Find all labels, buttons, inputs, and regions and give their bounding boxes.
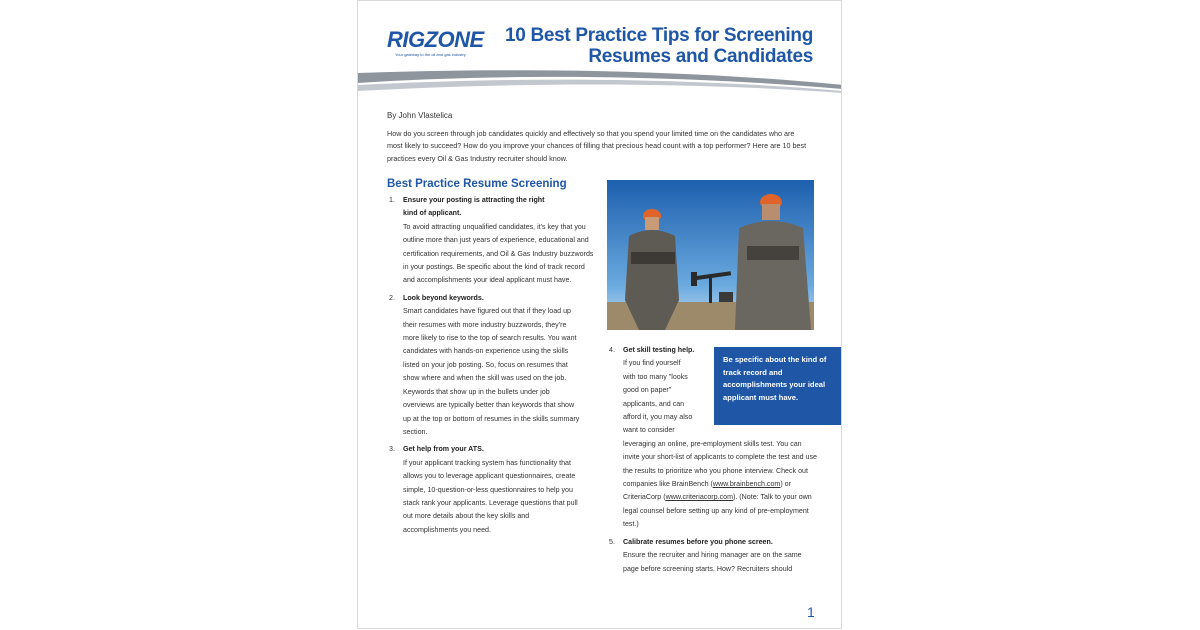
- item-number: 2.: [389, 293, 395, 302]
- item-text: [623, 357, 817, 531]
- item-number: 4.: [609, 346, 615, 354]
- item-text-part: ). (Note: Talk to your own legal counsel before setting up any kind of pre-employment test.): [623, 493, 812, 529]
- list-item: [387, 443, 597, 537]
- document-page: [357, 0, 842, 629]
- logo-tagline: Your gateway to the oil and gas industry: [395, 52, 466, 57]
- item-text: To avoid attracting unqualified candidates, it's key that you outline more than just years of experience, educational and certification requirements, and Oil & Gas Industry buzzwords in your postings. Be specific about the kind of track record and accomplishments your ideal applicant must have.: [403, 222, 594, 285]
- oil-workers-photo: [607, 180, 814, 330]
- item-text: If your applicant tracking system has functionality that allows you to leverage applicant questionnaires, create simple, 10-question-or-less questionnaires to help you stack rank your applicants. Leverage questions that pull out more details about the key skills and accomplishments you need.: [403, 458, 578, 534]
- item-heading: Look beyond keywords.: [403, 293, 484, 302]
- list-item: [387, 194, 597, 288]
- document-title: [505, 25, 813, 67]
- left-column: [387, 177, 597, 537]
- item-text: Ensure the recruiter and hiring manager are on the same page before screening starts. How? Recruiters should: [623, 551, 802, 573]
- page-number: 1: [807, 604, 815, 620]
- byline: By John Vlastelica: [387, 111, 453, 120]
- item-heading: Get skill testing help.: [623, 346, 695, 354]
- brainbench-link[interactable]: www.brainbench.com: [712, 480, 781, 489]
- list-item: [607, 536, 817, 576]
- item-number: 1.: [389, 196, 395, 204]
- item-heading: Get help from your ATS.: [403, 445, 484, 454]
- list-item: [607, 344, 817, 532]
- header-swoosh: [358, 63, 842, 103]
- logo-wordmark: RIGZONE: [387, 27, 484, 52]
- title-line-2: Resumes and Candidates: [588, 46, 813, 67]
- right-column: [607, 344, 817, 576]
- item-text-part: ) or CriteriaCorp (: [623, 480, 791, 502]
- list-item: [387, 292, 597, 439]
- title-line-1: 10 Best Practice Tips for Screening: [504, 25, 813, 46]
- intro-paragraph: How do you screen through job candidates quickly and effectively so that you spend your limited time on the candidates who are most likely to succeed? How do you improve your chances of filling that precious head count with a top performer? Here are 10 best practices every Oil & Gas Industry recruiter should know.: [387, 129, 807, 163]
- criteriacorp-link[interactable]: www.criteriacorp.com: [665, 493, 733, 502]
- item-text: Smart candidates have figured out that if they load up their resumes with more industry buzzwords, they're more likely to rise to the top of search results. You want candidates with hands-on experience using the skills listed on your job posting. So, focus on resumes that show where and when the skill was used on the job. Keywords that show up in the bullets under job overviews are typically better than keywords that show up at the top or bottom of resumes in the skills summary section.: [403, 307, 580, 436]
- item-heading: Calibrate resumes before you phone screen.: [623, 537, 773, 546]
- item-number: 3.: [389, 445, 395, 454]
- item-text-part: If you find yourself with too many "looks good on paper" applicants, and can afford it, you may also want to consider leveraging an online, pre-employment skills test. You can invite your short-list of applicants to complete the test and use the results to prioritize who you phone interview. Check out companies like BrainBench (: [623, 359, 817, 489]
- pull-quote-callout: Be specific about the kind of track record and accomplishments your ideal applicant must have.: [714, 347, 842, 425]
- item-number: 5.: [609, 537, 615, 546]
- section-heading: Best Practice Resume Screening: [387, 178, 567, 190]
- rigzone-logo: [387, 29, 484, 57]
- item-heading: Ensure your posting is attracting the right kind of applicant.: [403, 196, 545, 218]
